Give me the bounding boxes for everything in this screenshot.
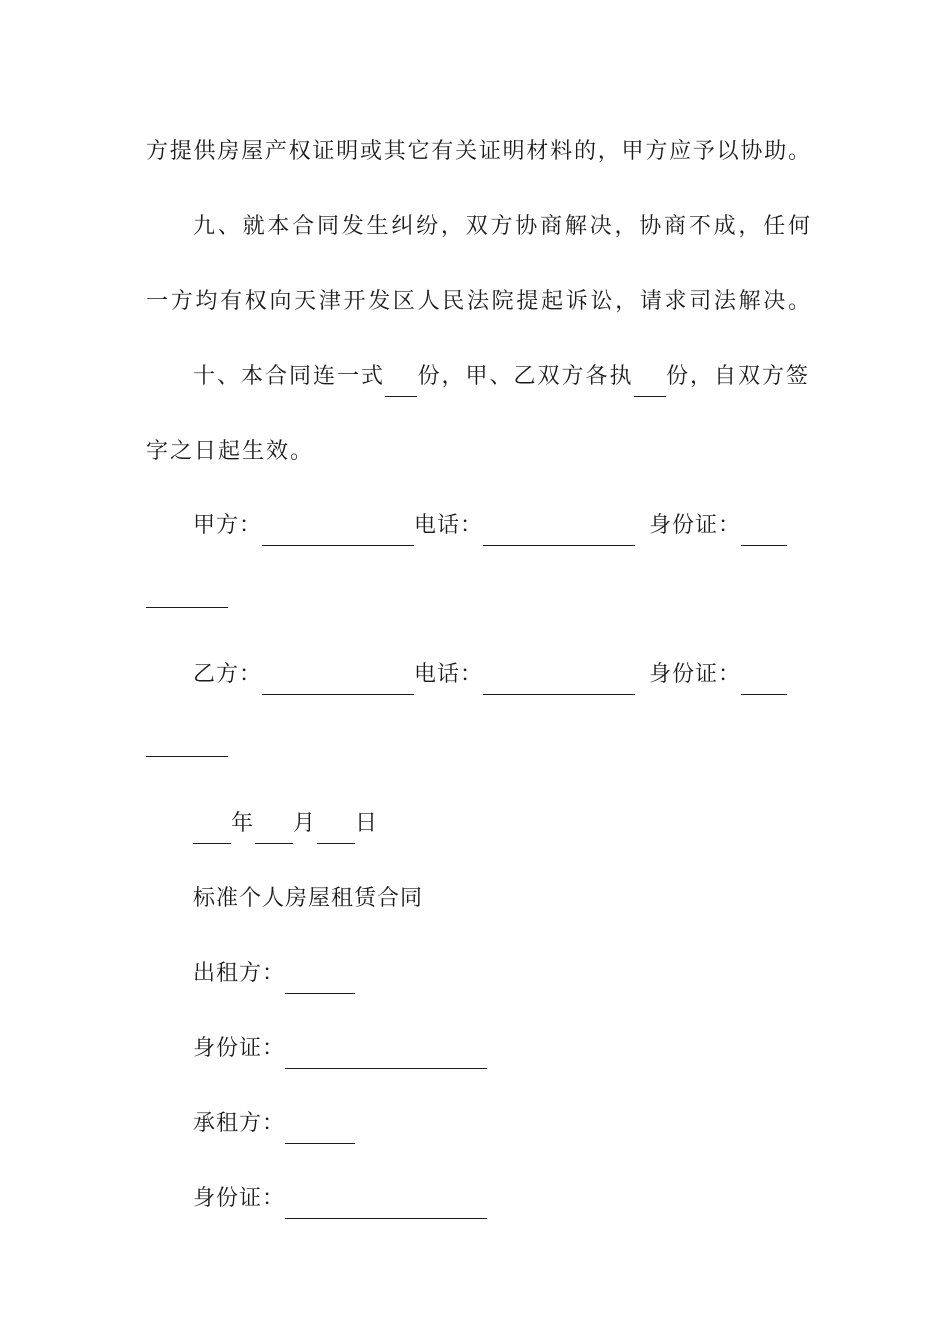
clause-ten-line-2 (146, 432, 810, 472)
paragraph-text: 份，甲、乙双方各执 (417, 364, 634, 389)
party-a-label: 甲方： (193, 513, 263, 538)
paragraph-text: 九、就本合同发生纠纷，双方协商解决，协商不成，任何 (193, 214, 810, 239)
year-blank (193, 817, 231, 844)
lessor-name-blank (285, 967, 355, 994)
date-line (193, 804, 810, 844)
paragraph-line (146, 132, 810, 172)
lessor-label: 出租方： (193, 961, 286, 986)
paragraph-text: 份，自双方签 (665, 364, 810, 389)
paragraph-text: 方提供房屋产权证明或其它有关证明材料的，甲方应予以协助。 (146, 139, 810, 164)
party-b-name-blank (262, 668, 414, 695)
lessee-id-blank (285, 1192, 487, 1219)
party-b-id-blank-cont (146, 730, 228, 757)
party-b-line (193, 655, 810, 695)
party-a-id-blank (741, 519, 787, 546)
party-b-id-continuation (146, 730, 810, 770)
party-b-id-blank (741, 668, 787, 695)
lessor-id-label: 身份证： (193, 1036, 286, 1061)
party-b-label: 乙方： (193, 662, 263, 687)
party-a-id-blank-cont (146, 581, 228, 608)
paragraph-text: 字之日起生效。 (146, 439, 315, 464)
second-contract-title (193, 879, 810, 919)
day-label: 日 (355, 811, 380, 836)
paragraph-text: 十、本合同连一式 (193, 364, 386, 389)
month-label: 月 (293, 811, 318, 836)
clause-ten-line-1 (193, 357, 810, 397)
blank-line (634, 370, 666, 397)
contract-title: 标准个人房屋租赁合同 (193, 886, 424, 911)
lessee-line (193, 1104, 810, 1144)
day-blank (317, 817, 355, 844)
lessee-name-blank (285, 1117, 355, 1144)
month-blank (255, 817, 293, 844)
year-label: 年 (231, 811, 256, 836)
lessee-id-line (193, 1179, 810, 1219)
lessor-id-line (193, 1029, 810, 1069)
clause-nine-line-1 (193, 207, 810, 247)
party-a-id-continuation (146, 581, 810, 621)
party-b-id-label: 身份证： (649, 662, 742, 687)
lessee-id-label: 身份证： (193, 1186, 286, 1211)
paragraph-text: 一方均有权向天津开发区人民法院提起诉讼，请求司法解决。 (146, 289, 810, 314)
lessor-line (193, 954, 810, 994)
clause-nine-line-2 (146, 282, 810, 322)
lessee-label: 承租方： (193, 1111, 286, 1136)
party-a-phone-blank (483, 519, 635, 546)
party-a-name-blank (262, 519, 414, 546)
party-a-id-label: 身份证： (649, 513, 742, 538)
party-a-phone-label: 电话： (414, 513, 484, 538)
party-b-phone-label: 电话： (414, 662, 484, 687)
party-b-phone-blank (483, 668, 635, 695)
blank-line (385, 370, 417, 397)
party-a-line (193, 506, 810, 546)
lessor-id-blank (285, 1042, 487, 1069)
